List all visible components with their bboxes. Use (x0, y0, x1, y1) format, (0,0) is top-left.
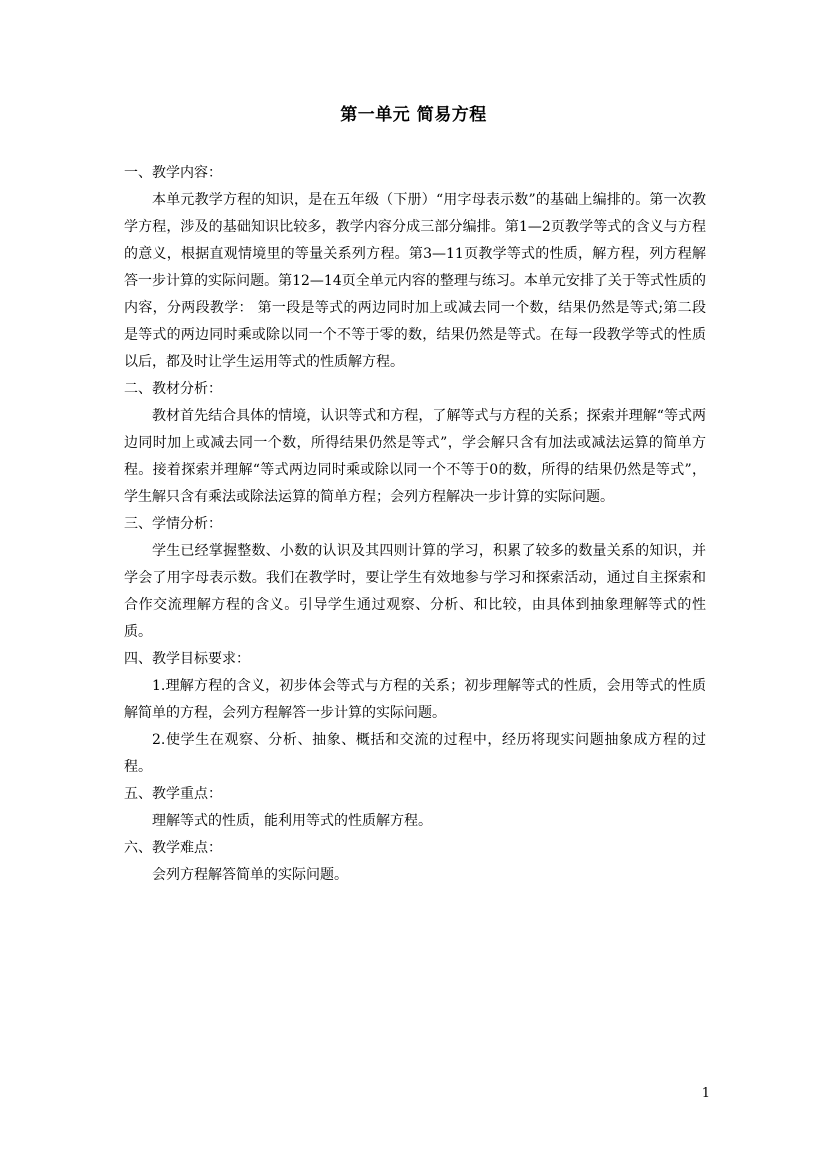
document-title: 第一单元 简易方程 (340, 105, 487, 125)
section-key-points (124, 781, 706, 835)
page-number: 1 (701, 1086, 710, 1101)
section-difficult-points (124, 835, 706, 889)
section-paragraph: 学生已经掌握整数、小数的认识及其四则计算的学习，积累了较多的数量关系的知识，并学会了用字母表示数。我们在教学时，要让学生有效地参与学习和探索活动，通过自主探索和合作交流理解方程的含义。引导学生通过观察、分析、和比较，由具体到抽象理解等式的性质。 (124, 543, 706, 640)
section-paragraph: 2.使学生在观察、分析、抽象、概括和交流的过程中，经历将现实问题抽象成方程的过程。 (124, 732, 706, 775)
section-textbook-analysis (124, 376, 706, 511)
section-paragraph: 理解等式的性质，能利用等式的性质解方程。 (152, 813, 432, 829)
section-heading: 五、教学重点： (124, 786, 222, 802)
section-heading: 一、教学内容： (124, 165, 222, 181)
section-paragraph: 教材首先结合具体的情境，认识等式和方程，了解等式与方程的关系；探索并理解“等式两边同时加上或减去同一个数，所得结果仍然是等式”，学会解只含有加法或减法运算的简单方程。接着探索并理解“等式两边同时乘或除以同一个不等于0的数，所得的结果仍然是等式”，学生解只含有乘法或除法运算的简单方程；会列方程解决一步计算的实际问题。 (124, 408, 706, 505)
section-teaching-goals (124, 646, 706, 781)
section-heading: 二、教材分析： (124, 381, 222, 397)
section-teaching-content (124, 160, 706, 376)
section-student-analysis (124, 511, 706, 646)
document-body (124, 160, 706, 889)
section-heading: 四、教学目标要求： (124, 651, 250, 667)
section-paragraph: 1.理解方程的含义，初步体会等式与方程的关系；初步理解等式的性质，会用等式的性质解简单的方程，会列方程解答一步计算的实际问题。 (124, 678, 706, 721)
section-heading: 三、学情分析： (124, 516, 222, 532)
section-heading: 六、教学难点： (124, 840, 222, 856)
section-paragraph: 会列方程解答简单的实际问题。 (152, 867, 348, 883)
section-paragraph: 本单元教学方程的知识，是在五年级（下册）“用字母表示数”的基础上编排的。第一次教学方程，涉及的基础知识比较多，教学内容分成三部分编排。第1—2页教学等式的含义与方程的意义，根据直观情境里的等量关系列方程。第3—11页教学等式的性质，解方程，列方程解答一步计算的实际问题。第12—14页全单元内容的整理与练习。本单元安排了关于等式性质的内容，分两段教学： 第一段是等式的两边同时加上或减去同一个数，结果仍然是等式;第二段是等式的两边同时乘或除以同一个不等于零的数，结果仍然是等式。在每一段教学等式的性质以后，都及时让学生运用等式的性质解方程。 (124, 192, 706, 370)
